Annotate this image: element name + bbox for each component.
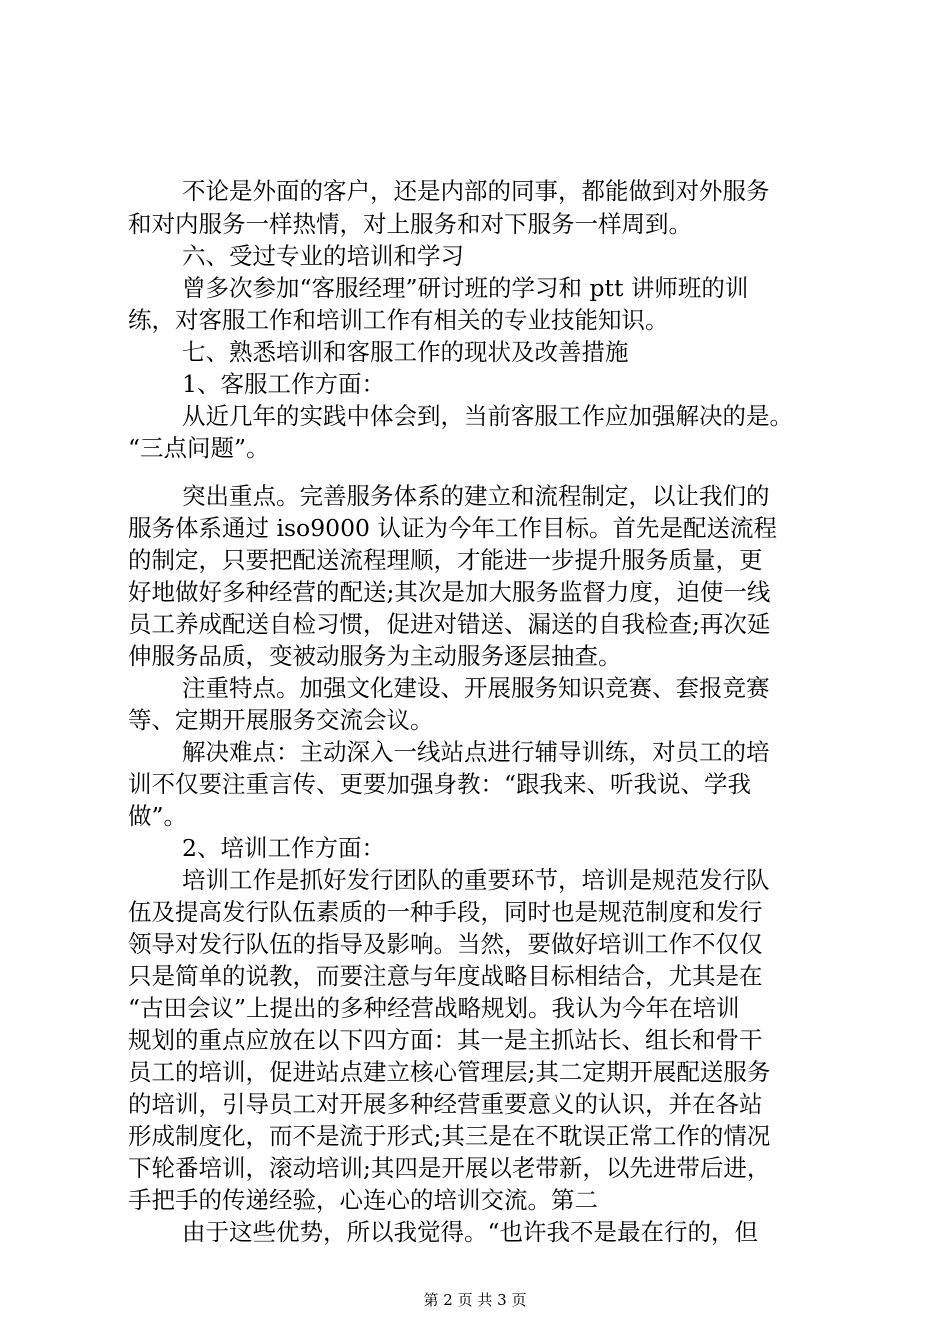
- subsection-heading: 2、培训工作方面：: [182, 834, 385, 862]
- text-line: 由于这些优势，所以我觉得。“也许我不是最在行的，但: [182, 1218, 759, 1246]
- text-line: 伸服务品质，变被动服务为主动服务逐层抽查。: [128, 642, 622, 670]
- text-line: 从近几年的实践中体会到，当前客服工作应加强解决的是。: [182, 402, 793, 430]
- text-line: 解决难点：主动深入一线站点进行辅导训练，对员工的培: [182, 738, 770, 766]
- text-line: 手把手的传递经验，心连心的培训交流。第二: [128, 1186, 598, 1214]
- text-line: 不论是外面的客户，还是内部的同事，都能做到对外服务: [182, 177, 770, 205]
- page-footer: 第 2 页 共 3 页: [423, 1291, 527, 1309]
- text-line: 伍及提高发行队伍素质的一种手段，同时也是规范制度和发行: [128, 898, 763, 926]
- text-line: 员工养成配送自检习惯，促进对错送、漏送的自我检查;再次延: [128, 610, 771, 638]
- text-line: 领导对发行队伍的指导及影响。当然，要做好培训工作不仅仅: [128, 930, 763, 958]
- text-line: 只是简单的说教，而要注意与年度战略目标相结合，尤其是在: [128, 962, 763, 990]
- text-line: 练，对客服工作和培训工作有相关的专业技能知识。: [128, 306, 669, 334]
- text-line: 的制定，只要把配送流程理顺，才能进一步提升服务质量，更: [128, 546, 763, 574]
- text-line: 下轮番培训，滚动培训;其四是开展以老带新，以先进带后进，: [128, 1154, 771, 1182]
- text-line: 的培训，引导员工对开展多种经营重要意义的认识，并在各站: [128, 1090, 763, 1118]
- text-line: 注重特点。加强文化建设、开展服务知识竞赛、套报竞赛: [182, 674, 770, 702]
- text-line: 规划的重点应放在以下四方面：其一是主抓站长、组长和骨干: [128, 1026, 763, 1054]
- text-line: 服务体系通过 iso9000 认证为今年工作目标。首先是配送流程: [128, 514, 777, 542]
- text-line: 培训工作是抓好发行团队的重要环节，培训是规范发行队: [182, 866, 770, 894]
- section-heading: 六、受过专业的培训和学习: [182, 242, 464, 270]
- text-line: 员工的培训，促进站点建立核心管理层;其二定期开展配送服务: [128, 1058, 771, 1086]
- text-line: 好地做好多种经营的配送;其次是加大服务监督力度，迫使一线: [128, 578, 771, 606]
- text-line: 和对内服务一样热情，对上服务和对下服务一样周到。: [128, 210, 692, 238]
- text-line: 等、定期开展服务交流会议。: [128, 706, 434, 734]
- subsection-heading: 1、客服工作方面：: [182, 370, 385, 398]
- text-line: 形成制度化，而不是流于形式;其三是在不耽误正常工作的情况: [128, 1122, 771, 1150]
- text-line: “三点问题”。: [128, 434, 270, 462]
- text-line: 突出重点。完善服务体系的建立和流程制定，以让我们的: [182, 482, 770, 510]
- text-line: 做”。: [128, 802, 188, 830]
- text-line: “古田会议”上提出的多种经营战略规划。我认为今年在培训: [128, 994, 740, 1022]
- text-line: 曾多次参加“客服经理”研讨班的学习和 ptt 讲师班的训: [182, 274, 749, 302]
- text-line: 训不仅要注重言传、更要加强身教：“跟我来、听我说、学我: [128, 770, 752, 798]
- section-heading: 七、熟悉培训和客服工作的现状及改善措施: [182, 338, 629, 366]
